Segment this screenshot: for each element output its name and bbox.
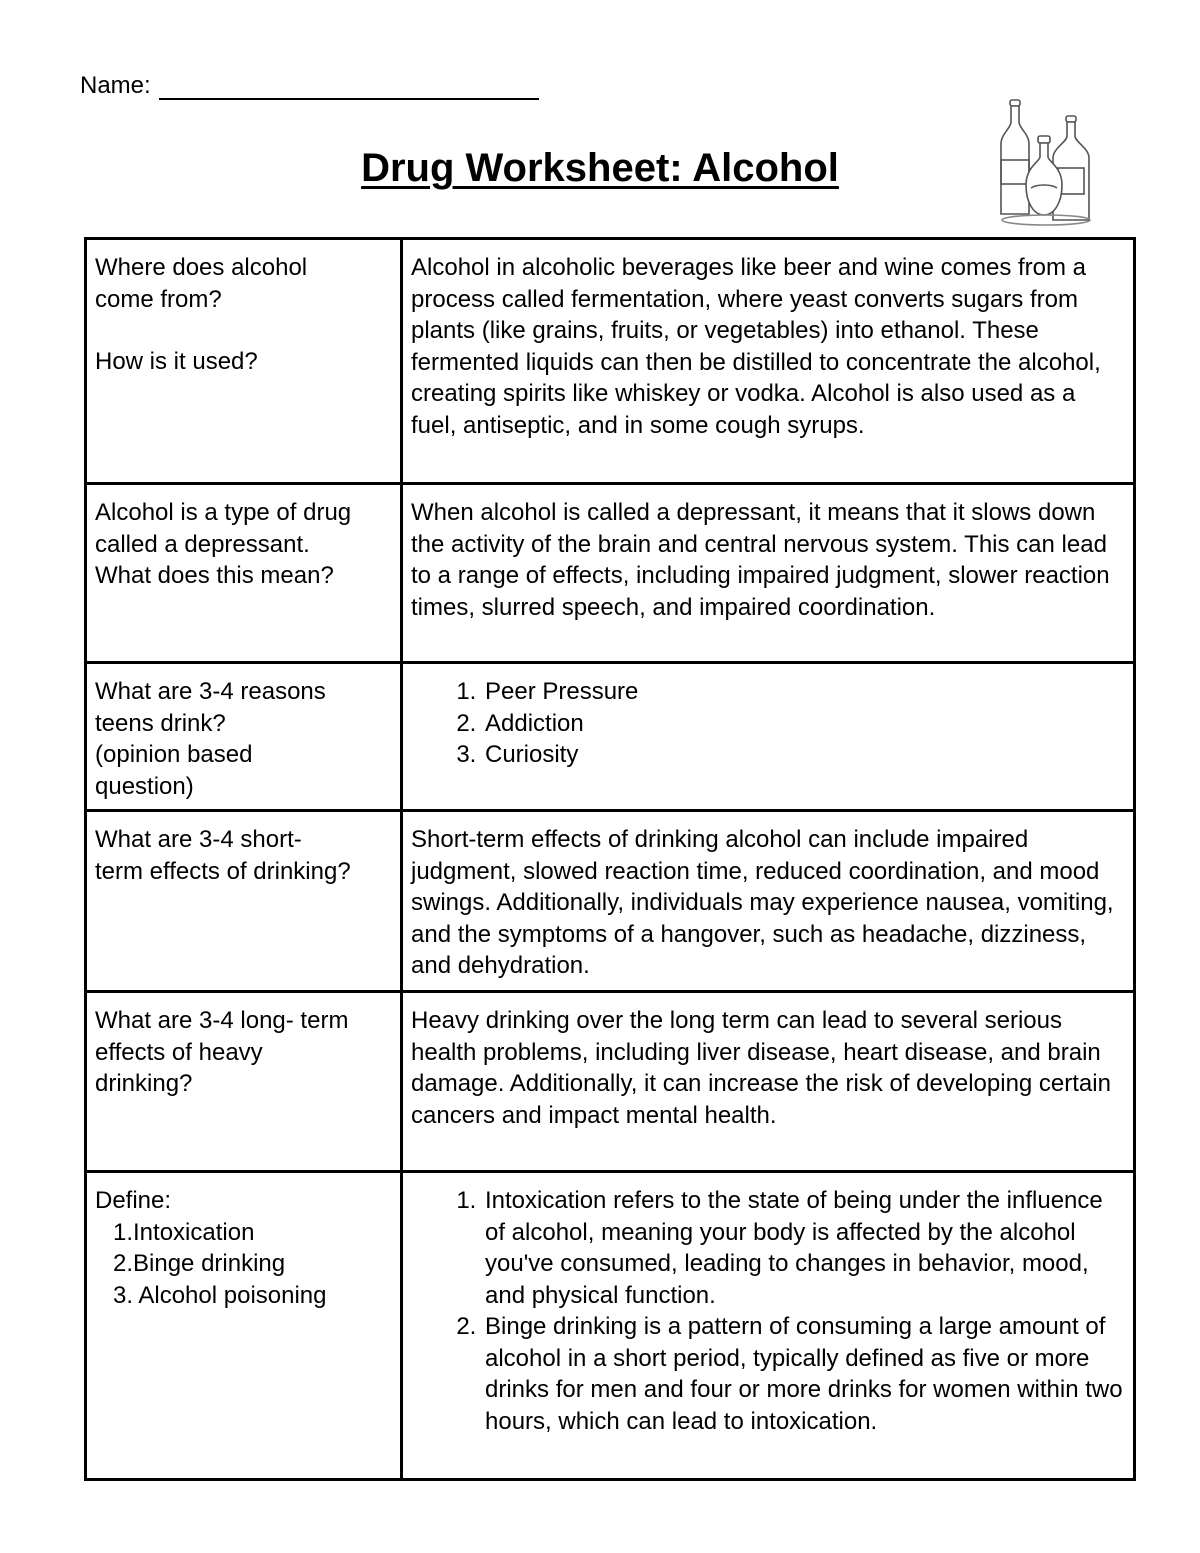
question-cell [86,484,402,663]
table-row [86,1172,1135,1480]
define-term: 1.Intoxication [113,1218,255,1246]
list-item: 2. Addiction [483,708,1125,740]
page-title: Drug Worksheet: Alcohol [361,146,839,190]
answer-list [411,676,1125,771]
define-term: 3. Alcohol poisoning [113,1281,327,1309]
answer-text: Short-term effects of drinking alcohol can include impaired judgment, slowed reaction time, reduced coordination, and mood swings. Additionally, individuals may experience nausea, vomiting, and the symptoms of a hangover, such as headache, dizziness, and dehydration. [411,826,1114,979]
answer-text: Heavy drinking over the long term can lead to several serious health problems, including liver disease, heart disease, and brain damage. Additionally, it can increase the risk of developing certain cancers and impact mental health. [411,1007,1111,1129]
question-text: drinking? [95,1070,193,1097]
question-text: How is it used? [95,348,258,375]
table-row [86,484,1135,663]
worksheet-table [84,237,1136,1481]
liquor-bottles-icon [998,96,1096,228]
list-item: 1. Intoxication refers to the state of being under the influence of alcohol, meaning your body is affected by the alcohol you've consumed, leading to changes in behavior, mood, and physical function. [483,1185,1125,1311]
name-label: Name: [80,72,151,99]
question-cell [86,663,402,811]
table-row [86,811,1135,992]
question-text: term effects of drinking? [95,857,351,885]
question-text: What are 3-4 short- [95,826,302,853]
question-cell [86,239,402,484]
name-field [80,72,539,100]
define-label: Define: [95,1187,172,1214]
question-cell [86,992,402,1172]
list-item: 2. Binge drinking is a pattern of consuming a large amount of alcohol in a short period, typically defined as five or more drinks for men and four or more drinks for women within two hours, which can lead to intoxication. [483,1311,1125,1437]
answer-cell[interactable] [402,1172,1135,1480]
question-text: Alcohol is a type of drug [95,499,352,526]
question-text: effects of heavy [95,1038,263,1066]
table-row [86,239,1135,484]
name-blank-line[interactable] [159,74,539,100]
answer-cell[interactable] [402,663,1135,811]
question-text: What are 3-4 long- term [95,1007,349,1034]
question-cell [86,811,402,992]
answer-text: When alcohol is called a depressant, it means that it slows down the activity of the brain and central nervous system. This can lead to a range of effects, including impaired judgment, slower reaction times, slurred speech, and impaired coordination. [411,499,1110,621]
question-text: What does this mean? [95,562,334,589]
answer-text: Alcohol in alcoholic beverages like beer and wine comes from a process called fermentation, where yeast converts sugars from plants (like grains, fruits, or vegetables) into ethanol. These fermented liquids can then be distilled to concentrate the alcohol, creating spirits like whiskey or vodka. Alcohol is also used as a fuel, antiseptic, and in some cough syrups. [411,254,1101,439]
question-text: question) [95,772,194,800]
table-row [86,992,1135,1172]
list-item: 1. Peer Pressure [483,676,1125,708]
answer-cell[interactable] [402,484,1135,663]
question-cell [86,1172,402,1480]
answer-cell[interactable] [402,811,1135,992]
list-item: 3. Curiosity [483,739,1125,771]
answer-cell[interactable] [402,239,1135,484]
answer-cell[interactable] [402,992,1135,1172]
define-term: 2.Binge drinking [113,1250,286,1277]
question-text: (opinion based [95,741,253,768]
table-row [86,663,1135,811]
question-text: come from? [95,285,222,313]
question-text: called a depressant. [95,530,310,558]
answer-list [411,1185,1125,1437]
question-text: teens drink? [95,709,226,737]
question-text: What are 3-4 reasons [95,678,326,705]
question-text: Where does alcohol [95,254,308,281]
